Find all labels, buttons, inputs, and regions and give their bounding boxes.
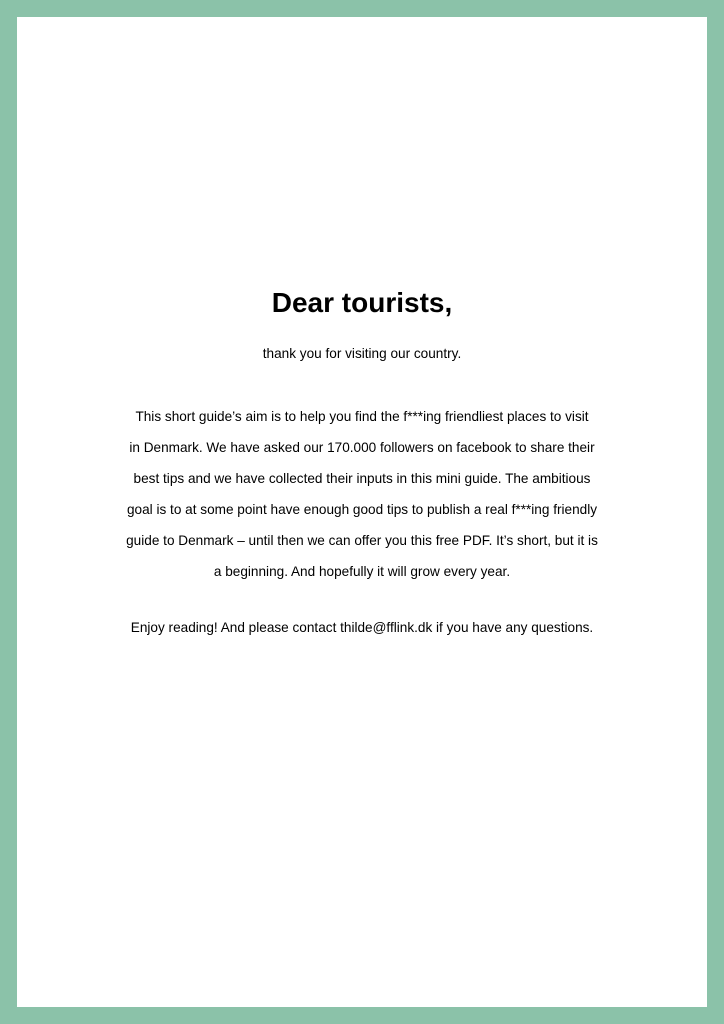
greeting-text: thank you for visiting our country.	[262, 346, 462, 361]
letter-title: Dear tourists,	[271, 287, 453, 318]
document-page	[17, 17, 707, 1007]
intro-line: goal is to at some point have enough good tips to publish a real f***ing friendly	[126, 502, 598, 517]
intro-line: This short guide’s aim is to help you find the f***ing friendliest places to visit	[135, 409, 589, 424]
intro-line: in Denmark. We have asked our 170.000 followers on facebook to share their	[129, 440, 595, 455]
intro-paragraph	[17, 401, 707, 587]
closing-text: Enjoy reading! And please contact thilde@fflink.dk if you have any questions.	[130, 620, 594, 635]
intro-line: guide to Denmark – until then we can offer you this free PDF. It’s short, but it is	[126, 533, 598, 548]
intro-line: a beginning. And hopefully it will grow every year.	[213, 564, 511, 579]
intro-line: best tips and we have collected their inputs in this mini guide. The ambitious	[133, 471, 591, 486]
